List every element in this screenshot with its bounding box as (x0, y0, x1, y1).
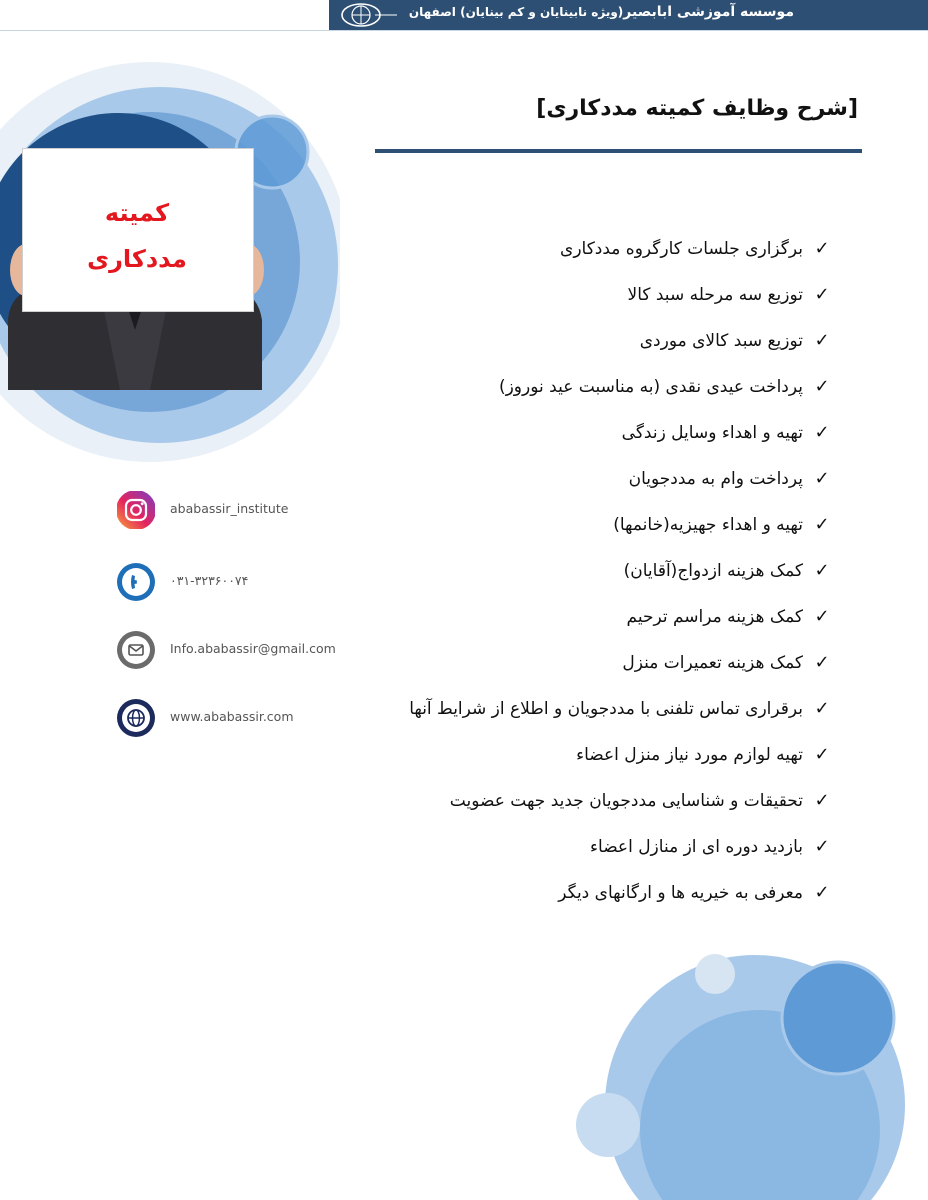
contact-phone[interactable] (116, 562, 356, 602)
check-icon: ✓ (814, 514, 830, 535)
check-icon: ✓ (814, 698, 830, 719)
list-item: ✓ کمک هزینه ازدواج(آقایان) (313, 554, 833, 600)
phone-number: ۰۳۱-۳۲۳۶۰۰۷۴ (170, 573, 249, 588)
sign-text (22, 190, 252, 282)
decorative-circles-bottom (560, 940, 928, 1200)
instagram-icon (116, 490, 156, 530)
section-title: [شرح وظایف کمیته مددکاری] (536, 96, 858, 121)
list-item: ✓ پرداخت عیدی نقدی (به مناسبت عید نوروز) (313, 370, 833, 416)
sign-line-2: مددکاری (87, 245, 187, 273)
list-item: ✓ پرداخت وام به مددجویان (313, 462, 833, 508)
list-item: ✓ کمک هزینه تعمیرات منزل (313, 646, 833, 692)
check-icon: ✓ (814, 560, 830, 581)
check-icon: ✓ (814, 468, 830, 489)
check-icon: ✓ (814, 606, 830, 627)
header-bar (329, 0, 928, 30)
title-divider (375, 149, 862, 153)
check-icon: ✓ (814, 238, 830, 259)
contact-instagram[interactable] (116, 490, 356, 530)
list-item: ✓ توزیع سه مرحله سبد کالا (313, 278, 833, 324)
list-item: ✓ کمک هزینه مراسم ترحیم (313, 600, 833, 646)
instagram-handle: ababassir_institute (170, 501, 289, 516)
website-url: www.ababassir.com (170, 709, 294, 724)
list-item: ✓ معرفی به خیریه ها و ارگانهای دیگر (313, 876, 833, 922)
check-icon: ✓ (814, 652, 830, 673)
list-item: ✓ تهیه و اهداء وسایل زندگی (313, 416, 833, 462)
list-item: ✓ بازدید دوره ای از منازل اعضاء (313, 830, 833, 876)
header-title-sub: (ویژه نابینایان و کم بینایان) اصفهان (408, 5, 624, 19)
check-icon: ✓ (814, 376, 830, 397)
contact-website[interactable] (116, 698, 356, 738)
phone-icon (116, 562, 156, 602)
email-icon (116, 630, 156, 670)
check-icon: ✓ (814, 284, 830, 305)
check-icon: ✓ (814, 422, 830, 443)
contact-email[interactable] (116, 630, 356, 670)
globe-icon (116, 698, 156, 738)
duties-list (313, 232, 833, 922)
header-title (409, 4, 794, 20)
list-item: ✓ توزیع سبد کالای موردی (313, 324, 833, 370)
header-divider (0, 30, 928, 31)
sign-line-1: کمیته (104, 199, 170, 227)
email-address: Info.ababassir@gmail.com (170, 641, 336, 656)
list-item: ✓ تهیه و اهداء جهیزیه(خانمها) (313, 508, 833, 554)
institute-logo-icon (339, 2, 399, 28)
check-icon: ✓ (814, 790, 830, 811)
list-item: ✓ تهیه لوازم مورد نیاز منزل اعضاء (313, 738, 833, 784)
check-icon: ✓ (814, 744, 830, 765)
check-icon: ✓ (814, 882, 830, 903)
list-item: ✓ برگزاری جلسات کارگروه مددکاری (313, 232, 833, 278)
list-item: ✓ برقراری تماس تلفنی با مددجویان و اطلاع از شرایط آنها (313, 692, 833, 738)
list-item: ✓ تحقیقات و شناسایی مددجویان جدید جهت عضویت (313, 784, 833, 830)
header-title-main: موسسه آموزشی ابابصیر (623, 4, 794, 20)
check-icon: ✓ (814, 330, 830, 351)
check-icon: ✓ (814, 836, 830, 857)
